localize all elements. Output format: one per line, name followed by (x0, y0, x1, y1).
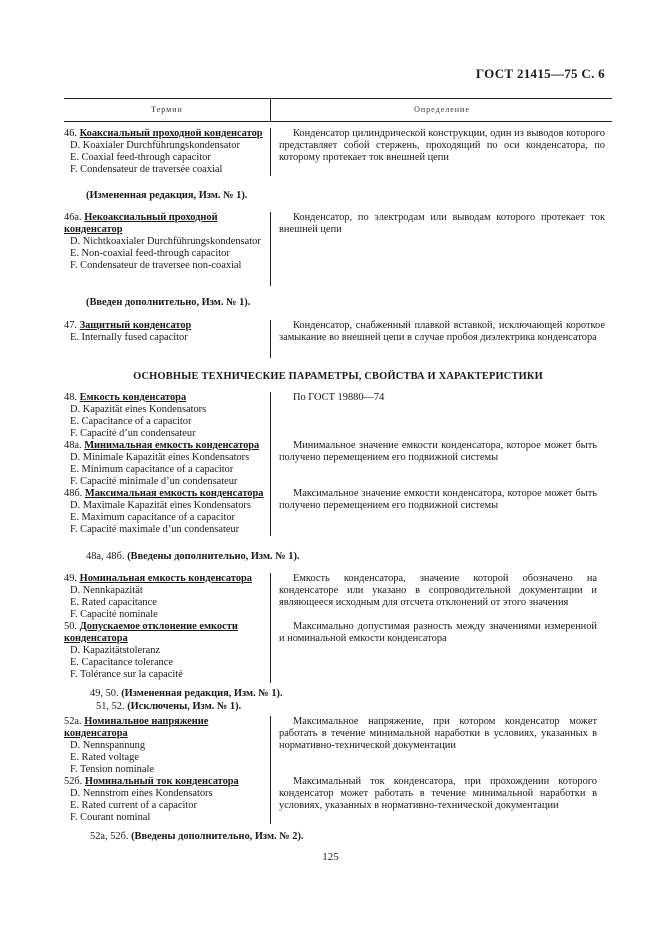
note-number: 49, 50. (90, 688, 119, 699)
term-en: E. Non-coaxial feed-through capacitor (70, 248, 230, 259)
term-en: E. Capacitance tolerance (70, 657, 173, 668)
definition-text: Емкость конденсатора, значение которой обозначено на конденсаторе или указано в сопроводительной документации и являющееся исходным для отсчета отклонений от этого значения (279, 573, 597, 608)
term-cell (64, 212, 269, 272)
note-text: (Введены дополнительно, Изм. № 2). (131, 831, 304, 842)
term-number: 52а. (64, 716, 82, 727)
amendment-note (96, 701, 241, 712)
note-text: (Исключены, Изм. № 1). (127, 701, 242, 712)
term-number: 46. (64, 128, 77, 139)
amendment-note: (Измененная редакция, Изм. № 1). (86, 190, 248, 201)
section-title: ОСНОВНЫЕ ТЕХНИЧЕСКИЕ ПАРАМЕТРЫ, СВОЙСТВА И ХАРАКТЕРИСТИКИ (133, 371, 543, 382)
definition-text: Максимально допустимая разность между значениями измеренной и номинальной емкости конденсатора (279, 621, 597, 644)
amendment-note (90, 688, 283, 699)
term-cell (64, 716, 269, 824)
term-de: D. Nennstrom eines Kondensators (70, 788, 213, 799)
definition-text: Минимальное значение емкости конденсатора, которое может быть получено перемещением его подвижной системы (279, 440, 597, 463)
term-name: Номинальное напряжение конденсатора (64, 716, 209, 739)
term-number: 48. (64, 392, 77, 403)
term-name: Некоаксиальный проходной конденсатор (64, 212, 218, 235)
term-name: Допускаемое отклонение емкости конденсатора (64, 621, 238, 644)
definition-cell: Конденсатор, снабженный плавкой вставкой, исключающей короткое замыкание во внешней цепи в случае пробоя диэлектрика конденсатора (270, 320, 605, 358)
term-fr: F. Courant nominal (70, 812, 151, 823)
amendment-note (86, 551, 300, 562)
term-entry-46 (64, 128, 612, 176)
term-en: E. Rated voltage (70, 752, 139, 763)
amendment-note (90, 831, 304, 842)
term-de: D. Kapazität eines Kondensators (70, 404, 207, 415)
term-fr: F. Capacité minimale d’un condensateur (70, 476, 238, 487)
term-de: D. Nichtkoaxialer Durchführungskondensator (70, 236, 261, 247)
note-number: 48а, 48б. (86, 551, 125, 562)
amendment-note: (Введен дополнительно, Изм. № 1). (86, 297, 251, 308)
term-de: D. Nennspannung (70, 740, 146, 751)
term-entry-47 (64, 320, 612, 358)
term-fr: F. Tolérance sur la capacité (70, 669, 183, 680)
term-number: 47. (64, 320, 77, 331)
page-header: ГОСТ 21415—75 С. 6 (475, 66, 605, 81)
term-en: E. Rated current of a capacitor (70, 800, 197, 811)
term-de: D. Nennkapazität (70, 585, 143, 596)
term-name: Максимальная емкость конденсатора (84, 488, 264, 499)
term-name: Номинальный ток конденсатора (84, 776, 239, 787)
term-column-header: Термин (151, 105, 183, 114)
definition-cell (270, 392, 597, 536)
term-cell (64, 573, 269, 681)
note-number: 51, 52. (96, 701, 125, 712)
term-fr: F. Capacité nominale (70, 609, 158, 620)
term-cell (64, 320, 269, 344)
definition-cell (270, 573, 597, 683)
page-number: 125 (322, 851, 339, 863)
term-number: 46а. (64, 212, 82, 223)
term-fr: F. Capacité d’un condensateur (70, 428, 196, 439)
term-en: E. Rated capacitance (70, 597, 157, 608)
term-cell (64, 392, 269, 536)
term-fr: F. Condensateur de traversée coaxial (70, 164, 223, 175)
term-entry-52 (64, 716, 612, 824)
term-de: D. Maximale Kapazität eines Kondensators (70, 500, 251, 511)
term-name: Емкость конденсатора (79, 392, 187, 403)
term-en: E. Internally fused capacitor (70, 332, 188, 343)
definition-cell: Конденсатор, по электродам или выводам которого протекает ток внешней цепи (270, 212, 605, 286)
term-cell (64, 128, 269, 176)
term-name: Номинальная емкость конденсатора (79, 573, 252, 584)
term-en: E. Capacitance of a capacitor (70, 416, 192, 427)
definition-text: Максимальное значение емкости конденсатора, которое может быть получено перемещением его подвижной системы (279, 488, 597, 511)
term-name: Коаксиальный проходной конденсатор (79, 128, 263, 139)
definition-cell (270, 716, 597, 824)
definition-column-header: Определение (270, 99, 613, 121)
term-fr: F. Tension nominale (70, 764, 154, 775)
term-number: 52б. (64, 776, 83, 787)
note-number: 52а, 52б. (90, 831, 129, 842)
term-number: 48а. (64, 440, 82, 451)
note-text: (Измененная редакция, Изм. № 1). (121, 688, 283, 699)
term-en: E. Minimum capacitance of a capacitor (70, 464, 234, 475)
term-de: D. Minimale Kapazität eines Kondensators (70, 452, 250, 463)
term-en: E. Maximum capacitance of a capacitor (70, 512, 236, 523)
term-entry-49-50 (64, 573, 612, 683)
term-name: Защитный конденсатор (79, 320, 192, 331)
note-text: (Введены дополнительно, Изм. № 1). (127, 551, 300, 562)
term-de: D. Koaxialer Durchführungskondensator (70, 140, 240, 151)
term-en: E. Coaxial feed-through capacitor (70, 152, 211, 163)
term-name: Минимальная емкость конденсатора (84, 440, 260, 451)
table-header (64, 98, 612, 122)
definition-text: Максимальный ток конденсатора, при прохождении которого конденсатор может работать в течение минимальной наработки в условиях, указанных в нормативно-технической документации (279, 776, 597, 811)
definition-text: Максимальное напряжение, при котором конденсатор может работать в течение минимальной наработки в условиях, указанных в нормативно-технической документации (279, 716, 597, 751)
term-number: 49. (64, 573, 77, 584)
term-fr: F. Capacité maximale d’un condensateur (70, 524, 240, 535)
definition-cell: Конденсатор цилиндрической конструкции, один из выводов которого представляет собой стержень, проходящий по оси конденсатора, по которому протекает ток внешней цепи (270, 128, 605, 176)
term-entry-46a (64, 212, 612, 286)
term-number: 48б. (64, 488, 83, 499)
term-entry-48-group (64, 392, 612, 536)
term-number: 50. (64, 621, 77, 632)
term-de: D. Kapazitätstoleranz (70, 645, 161, 656)
term-fr: F. Condensateur de traversee non-coaxial (70, 260, 242, 271)
definition-text: По ГОСТ 19880—74 (293, 392, 385, 403)
